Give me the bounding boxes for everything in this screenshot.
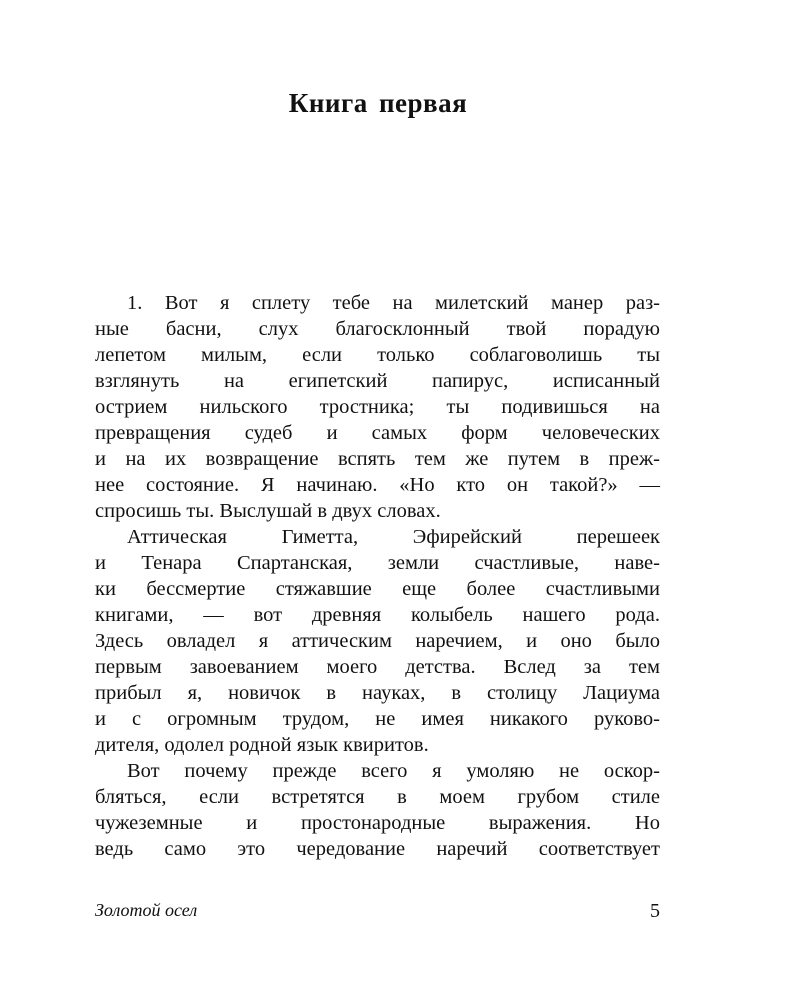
text-line: чужеземные и простонародные выражения. Но (95, 812, 660, 834)
text-line: ведь само это чередование наречий соответствует (95, 838, 660, 860)
text-line: 1. Вот я сплету тебе на милетский манер раз- (127, 292, 660, 314)
text-line: взглянуть на египетский папирус, исписанный (95, 370, 660, 392)
text-line: нее состояние. Я начинаю. «Но кто он такой?» — (95, 474, 660, 496)
text-line: книгами, — вот древняя колыбель нашего рода. (95, 604, 660, 626)
text-line: ки бессмертие стяжавшие еще более счастливыми (95, 578, 660, 600)
paragraph (95, 524, 660, 758)
page-footer (95, 900, 660, 926)
text-line: и Тенара Спартанская, земли счастливые, наве- (95, 552, 660, 574)
text-line: Аттическая Гиметта, Эфирейский перешеек (127, 526, 660, 548)
text-line: и на их возвращение вспять тем же путем в преж- (95, 448, 660, 470)
text-line: спросишь ты. Выслушай в двух словах. (95, 500, 441, 522)
text-line: превращения судеб и самых форм человеческих (95, 422, 660, 444)
body-text (95, 290, 660, 862)
text-line: Здесь овладел я аттическим наречием, и оно было (95, 630, 660, 652)
text-line: и с огромным трудом, не имея никакого руково- (95, 708, 660, 730)
chapter-title: Книга первая (288, 88, 468, 118)
text-line: острием нильского тростника; ты подивишься на (95, 396, 660, 418)
paragraph (95, 758, 660, 862)
running-footer-title: Золотой осел (95, 900, 198, 920)
text-line: первым завоеванием моего детства. Вслед за тем (95, 656, 660, 678)
text-line: Вот почему прежде всего я умоляю не оскор- (127, 760, 660, 782)
text-line: бляться, если встретятся в моем грубом стиле (95, 786, 660, 808)
text-line: лепетом милым, если только соблаговолишь ты (95, 344, 660, 366)
paragraph (95, 290, 660, 524)
text-line: дителя, одолел родной язык квиритов. (95, 734, 429, 756)
text-line: прибыл я, новичок в науках, в столицу Лациума (95, 682, 660, 704)
page-number: 5 (650, 900, 660, 922)
text-line: ные басни, слух благосклонный твой порадую (95, 318, 660, 340)
